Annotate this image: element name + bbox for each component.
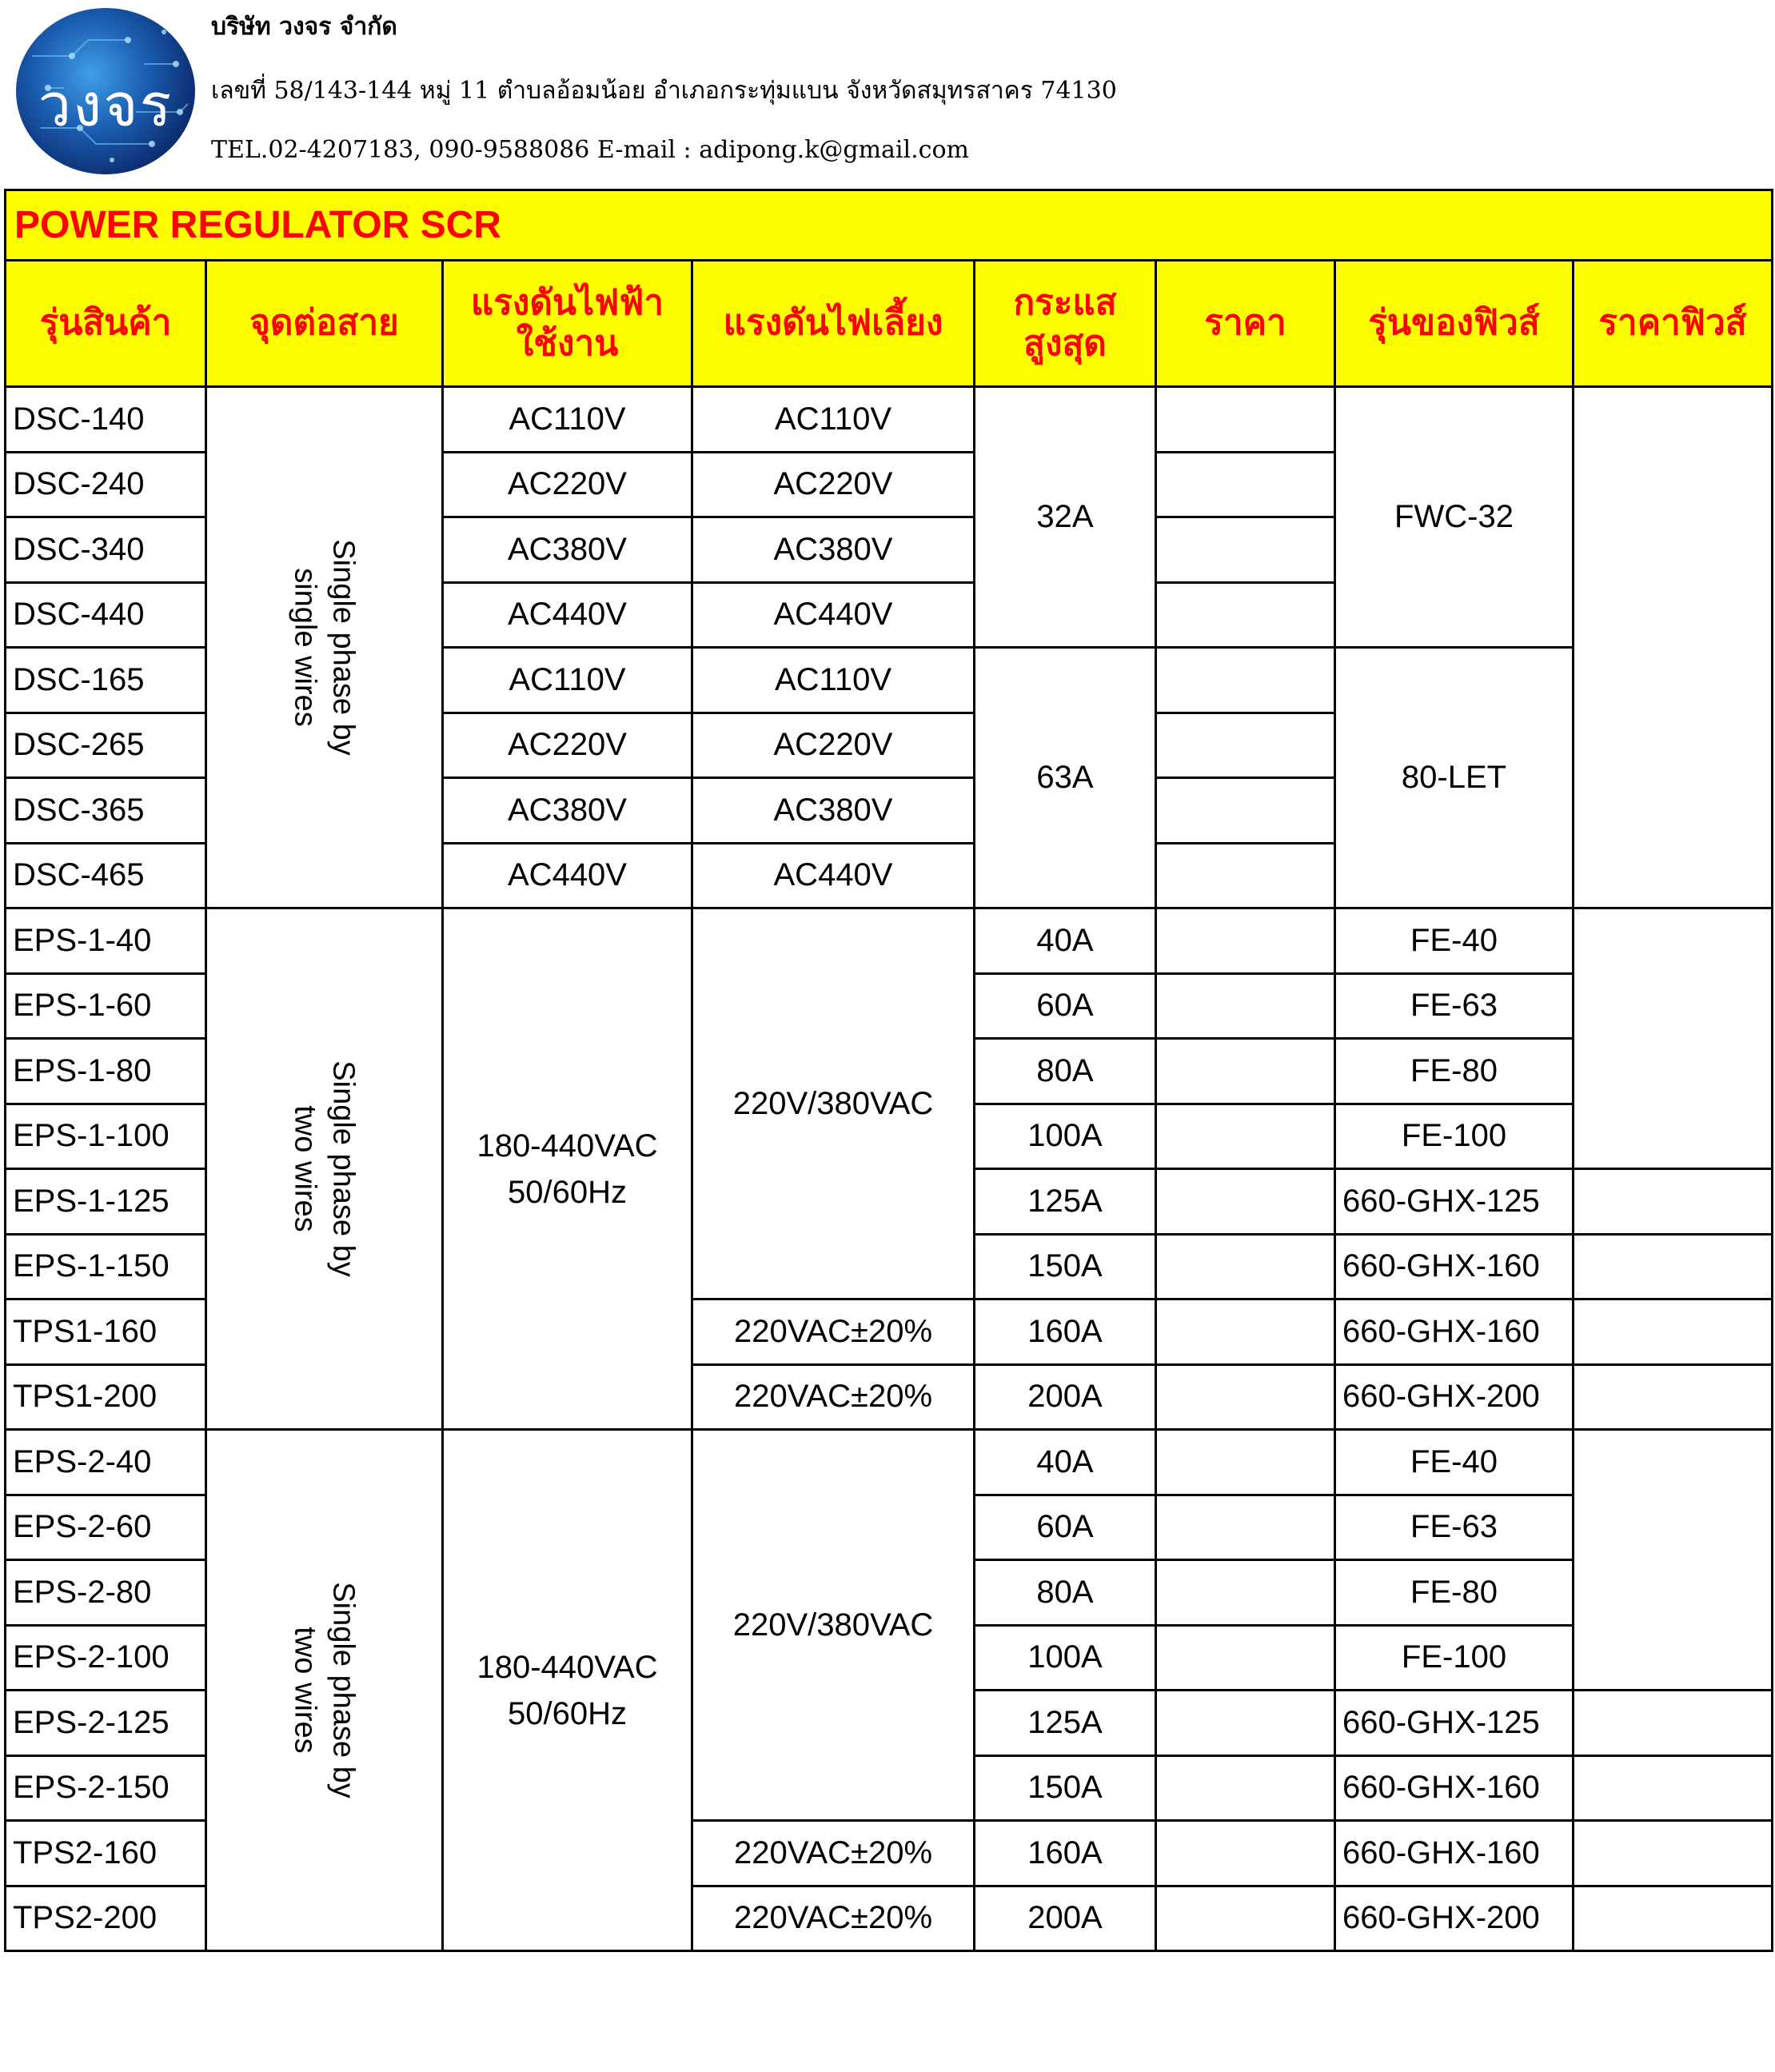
price-table-sheet <box>4 189 1771 2067</box>
fuse-cell: FE-100 <box>1335 1625 1574 1691</box>
fuse-price-cell <box>1574 1234 1773 1299</box>
model-cell: EPS-1-100 <box>6 1104 206 1169</box>
model-cell: DSC-265 <box>6 713 206 778</box>
price-cell <box>1156 1104 1335 1169</box>
fuse-price-cell <box>1574 1364 1773 1430</box>
model-cell: EPS-1-150 <box>6 1234 206 1299</box>
model-cell: TPS2-160 <box>6 1821 206 1886</box>
voltage-cell: AC110V <box>443 648 692 713</box>
current-cell: 160A <box>975 1821 1156 1886</box>
fuse-price-cell <box>1574 908 1773 1169</box>
model-cell: EPS-2-125 <box>6 1691 206 1756</box>
supply-cell: AC440V <box>692 843 975 908</box>
header-row <box>6 261 1773 387</box>
fuse-cell: 660-GHX-200 <box>1335 1886 1574 1951</box>
price-cell <box>1156 648 1335 713</box>
fuse-price-cell <box>1574 1430 1773 1691</box>
header-voltage-line1: แรงดันไฟฟ้า <box>470 282 664 322</box>
model-cell: TPS2-200 <box>6 1886 206 1951</box>
fuse-cell: 660-GHX-160 <box>1335 1821 1574 1886</box>
voltage-cell <box>443 908 692 1430</box>
current-cell: 125A <box>975 1169 1156 1235</box>
voltage-cell: AC440V <box>443 582 692 648</box>
header-current-line1: กระแส <box>1013 282 1117 322</box>
price-cell <box>1156 452 1335 517</box>
supply-cell: AC220V <box>692 713 975 778</box>
wiring-line2: two wires <box>289 1105 323 1232</box>
current-cell: 32A <box>975 387 1156 648</box>
voltage-cell: AC220V <box>443 452 692 517</box>
price-cell <box>1156 843 1335 908</box>
wiring-cell <box>206 908 443 1430</box>
wiring-line1: Single phase by <box>326 539 361 756</box>
voltage-line1: 180-440VAC <box>477 1649 658 1685</box>
price-cell <box>1156 1364 1335 1430</box>
fuse-price-cell <box>1574 1691 1773 1756</box>
current-cell: 160A <box>975 1299 1156 1365</box>
header-fuse: รุ่นของฟิวส์ <box>1335 261 1574 387</box>
company-logo <box>16 8 195 174</box>
model-cell: EPS-2-150 <box>6 1755 206 1821</box>
current-cell: 150A <box>975 1234 1156 1299</box>
model-cell: EPS-1-60 <box>6 973 206 1039</box>
price-cell <box>1156 1691 1335 1756</box>
price-cell <box>1156 1560 1335 1626</box>
price-cell <box>1156 1495 1335 1560</box>
company-name: บริษัท วงจร จำกัด <box>211 13 397 41</box>
price-cell <box>1156 713 1335 778</box>
supply-cell: AC110V <box>692 648 975 713</box>
fuse-price-cell <box>1574 1169 1773 1235</box>
model-cell: DSC-440 <box>6 582 206 648</box>
current-cell: 125A <box>975 1691 1156 1756</box>
fuse-price-cell <box>1574 1299 1773 1365</box>
current-cell: 100A <box>975 1625 1156 1691</box>
supply-cell: 220V/380VAC <box>692 908 975 1299</box>
fuse-cell: FE-40 <box>1335 908 1574 974</box>
fuse-cell: FE-100 <box>1335 1104 1574 1169</box>
model-cell: DSC-365 <box>6 778 206 844</box>
fuse-cell: 660-GHX-125 <box>1335 1169 1574 1235</box>
voltage-cell <box>443 1430 692 1951</box>
header-fuse-price: ราคาฟิวส์ <box>1574 261 1773 387</box>
table-title: POWER REGULATOR SCR <box>6 190 1773 261</box>
table-title-row <box>6 190 1773 261</box>
price-cell <box>1156 1886 1335 1951</box>
header-current-line2: สูงสุด <box>1023 323 1107 363</box>
header-voltage-line2: ใช้งาน <box>516 323 619 363</box>
supply-cell: 220V/380VAC <box>692 1430 975 1821</box>
price-cell <box>1156 1169 1335 1235</box>
voltage-cell: AC440V <box>443 843 692 908</box>
current-cell: 60A <box>975 973 1156 1039</box>
voltage-cell: AC110V <box>443 387 692 453</box>
fuse-cell: 660-GHX-125 <box>1335 1691 1574 1756</box>
fuse-cell: FE-80 <box>1335 1560 1574 1626</box>
fuse-price-cell <box>1574 387 1773 908</box>
model-cell: DSC-165 <box>6 648 206 713</box>
fuse-cell: 660-GHX-160 <box>1335 1755 1574 1821</box>
header-supply: แรงดันไฟเลี้ยง <box>692 261 975 387</box>
fuse-price-cell <box>1574 1755 1773 1821</box>
table-row <box>6 387 1773 453</box>
header-voltage <box>443 261 692 387</box>
current-cell: 40A <box>975 1430 1156 1495</box>
header-model: รุ่นสินค้า <box>6 261 206 387</box>
fuse-cell: FE-40 <box>1335 1430 1574 1495</box>
header-price: ราคา <box>1156 261 1335 387</box>
voltage-line1: 180-440VAC <box>477 1128 658 1164</box>
current-cell: 63A <box>975 648 1156 908</box>
fuse-cell: 80-LET <box>1335 648 1574 908</box>
logo-text: วงจร <box>38 71 174 140</box>
table-row <box>6 1430 1773 1495</box>
price-cell <box>1156 1821 1335 1886</box>
model-cell: DSC-140 <box>6 387 206 453</box>
company-contact: TEL.02-4207183, 090-9588086 E-mail : adipong.k@gmail.com <box>211 136 969 164</box>
wiring-cell <box>206 387 443 908</box>
fuse-cell: FE-80 <box>1335 1039 1574 1104</box>
company-address: เลขที่ 58/143-144 หมู่ 11 ตำบลอ้อมน้อย อำเภอกระทุ่มแบน จังหวัดสมุทรสาคร 74130 <box>211 77 1117 105</box>
price-cell <box>1156 1299 1335 1365</box>
model-cell: DSC-340 <box>6 517 206 583</box>
fuse-cell: FWC-32 <box>1335 387 1574 648</box>
supply-cell: 220VAC±20% <box>692 1299 975 1365</box>
header-wiring: จุดต่อสาย <box>206 261 443 387</box>
current-cell: 40A <box>975 908 1156 974</box>
voltage-cell: AC380V <box>443 517 692 583</box>
price-cell <box>1156 973 1335 1039</box>
supply-cell: AC110V <box>692 387 975 453</box>
fuse-cell: 660-GHX-200 <box>1335 1364 1574 1430</box>
wiring-line1: Single phase by <box>326 1060 361 1277</box>
voltage-line2: 50/60Hz <box>508 1695 627 1731</box>
supply-cell: AC380V <box>692 778 975 844</box>
supply-cell: AC440V <box>692 582 975 648</box>
model-cell: EPS-1-80 <box>6 1039 206 1104</box>
model-cell: TPS1-160 <box>6 1299 206 1365</box>
fuse-cell: 660-GHX-160 <box>1335 1299 1574 1365</box>
current-cell: 60A <box>975 1495 1156 1560</box>
supply-cell: 220VAC±20% <box>692 1886 975 1951</box>
model-cell: DSC-465 <box>6 843 206 908</box>
supply-cell: AC380V <box>692 517 975 583</box>
current-cell: 100A <box>975 1104 1156 1169</box>
model-cell: EPS-2-40 <box>6 1430 206 1495</box>
model-cell: EPS-1-40 <box>6 908 206 974</box>
price-cell <box>1156 1755 1335 1821</box>
current-cell: 200A <box>975 1364 1156 1430</box>
price-cell <box>1156 1039 1335 1104</box>
model-cell: EPS-1-125 <box>6 1169 206 1235</box>
fuse-price-cell <box>1574 1821 1773 1886</box>
price-cell <box>1156 908 1335 974</box>
fuse-cell: 660-GHX-160 <box>1335 1234 1574 1299</box>
model-cell: DSC-240 <box>6 452 206 517</box>
price-cell <box>1156 778 1335 844</box>
price-cell <box>1156 1234 1335 1299</box>
supply-cell: AC220V <box>692 452 975 517</box>
price-cell <box>1156 1625 1335 1691</box>
model-cell: EPS-2-80 <box>6 1560 206 1626</box>
price-cell <box>1156 517 1335 583</box>
supply-cell: 220VAC±20% <box>692 1364 975 1430</box>
current-cell: 80A <box>975 1039 1156 1104</box>
wiring-cell <box>206 1430 443 1951</box>
wiring-line2: single wires <box>289 568 323 727</box>
fuse-cell: FE-63 <box>1335 973 1574 1039</box>
supply-cell: 220VAC±20% <box>692 1821 975 1886</box>
price-cell <box>1156 387 1335 453</box>
current-cell: 80A <box>975 1560 1156 1626</box>
fuse-cell: FE-63 <box>1335 1495 1574 1560</box>
voltage-line2: 50/60Hz <box>508 1174 627 1210</box>
voltage-cell: AC380V <box>443 778 692 844</box>
fuse-price-cell <box>1574 1886 1773 1951</box>
table-row <box>6 908 1773 974</box>
wiring-line1: Single phase by <box>326 1582 361 1799</box>
wiring-line2: two wires <box>289 1627 323 1754</box>
header-current <box>975 261 1156 387</box>
model-cell: EPS-2-60 <box>6 1495 206 1560</box>
price-table <box>4 189 1773 1952</box>
current-cell: 200A <box>975 1886 1156 1951</box>
price-cell <box>1156 1430 1335 1495</box>
voltage-cell: AC220V <box>443 713 692 778</box>
model-cell: TPS1-200 <box>6 1364 206 1430</box>
price-cell <box>1156 582 1335 648</box>
current-cell: 150A <box>975 1755 1156 1821</box>
model-cell: EPS-2-100 <box>6 1625 206 1691</box>
